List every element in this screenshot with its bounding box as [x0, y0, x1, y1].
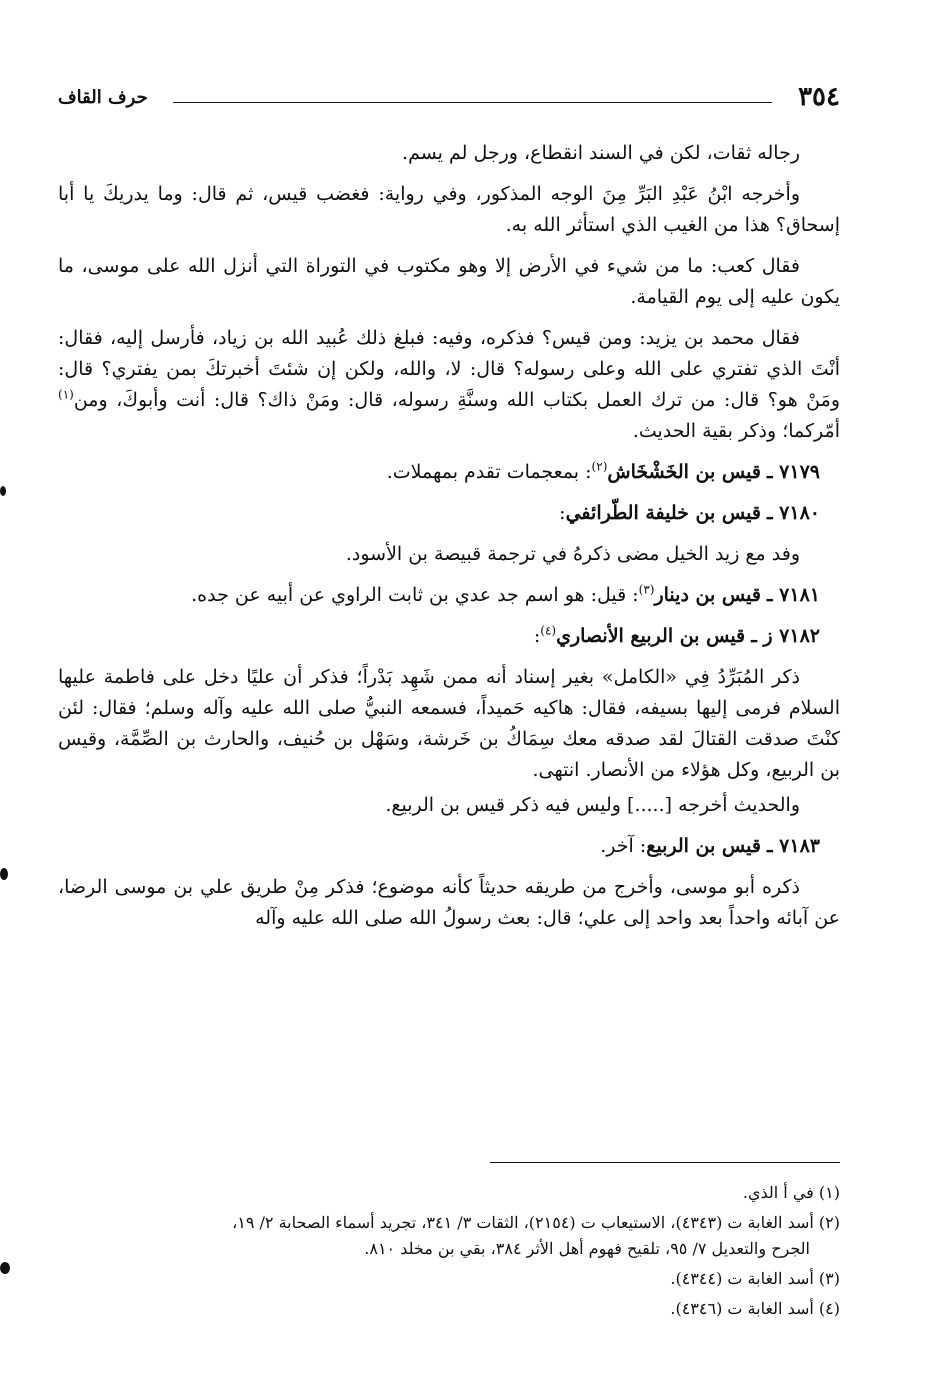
paragraph: ذكر المُبَرِّدُ فِي «الكامل» بغير إسناد أنه ممن شَهِد بَدْراً؛ فذكر أن عليًا دخل على فاطمة عليها السلام فرمى إليها بسيفه، فقال: هاكيه حَميداً، فسمعه النبيُّ صلى الله عليه وآله وسلم؛ فقال: لئن كنْتَ صدقت القتالَ لقد صدقه معك سِمَاكُ بن خَرشة، وسَهْل بن حُنيف، والحارث بن الصِّمَّة، وقيس بن الربيع، وكل هؤلاء من الأنصار. انتهى. — [58, 666, 840, 781]
entry-name: قيس بن الخَشْخَاش — [607, 461, 761, 483]
footnote-continuation: الجرح والتعديل ٧/ ٩٥، تلقيح فهوم أهل الأثر ٣٨٤، بقي بن مخلد ٨١٠. — [364, 1239, 810, 1258]
page-header — [58, 80, 840, 116]
paragraph — [58, 323, 840, 447]
footnote-rule — [490, 1162, 840, 1163]
footnote-text: (٢) أسد الغابة ت (٤٣٤٣)، الاستيعاب ت (٢١٥٤)، الثقات ٣/ ٣٤١، تجريد أسماء الصحابة ٢/ ١٩، — [232, 1213, 840, 1232]
running-title: حرف القاف — [58, 87, 148, 108]
footnotes — [58, 1180, 840, 1326]
paragraph: والحديث أخرجه [.....] وليس فيه ذكر قيس بن الربيع. — [385, 794, 800, 816]
footnote-ref: (٤) — [540, 623, 557, 638]
entry-text: : بمعجمات تقدم بمهملات. — [386, 461, 592, 483]
footnote-ref: (٢) — [591, 459, 608, 474]
entry-name: قيس بن الربيع الأنصاري — [556, 625, 746, 647]
page-number: ٣٥٤ — [798, 82, 840, 112]
entry-number: ٧١٨٣ ـ — [766, 835, 820, 857]
entry-number: ٧١٨٠ ـ — [766, 502, 820, 524]
page-body — [58, 138, 840, 944]
biography-entry — [58, 498, 840, 529]
paragraph-text: فقال محمد بن يزيد: ومن قيس؟ فذكره، وفيه: فبلغ ذلك عُبيد الله بن زياد، فأرسل إليه، فقال: أنْتَ الذي تفتري على الله وعلى رسوله؟ قال: لا، والله، ولكن إن شئتَ أخبرتكَ بمن يفتري؟ قال: ومَنْ هو؟ قال: من ترك العمل بكتاب الله وسنَّةِ رسوله، قال: ومَنْ ذاك؟ قال: أنت وأبوكَ، ومن — [58, 327, 840, 411]
paragraph: ذكره أبو موسى، وأخرج من طريقه حديثاً كأنه موضوع؛ فذكر مِنْ طريق علي بن موسى الرضا، عن آبائه واحداً بعد واحد إلى علي؛ قال: بعث رسولُ الله صلى الله عليه وآله — [58, 876, 840, 929]
entry-text: : قيل: هو اسم جد عدي بن ثابت الراوي عن أبيه عن جده. — [191, 584, 639, 606]
entry-number: ٧١٨٢ ز ـ — [751, 625, 820, 647]
paragraph-text-end: أمّركما؛ وذكر بقية الحديث. — [632, 420, 840, 442]
footnote: (١) في أ الذي. — [742, 1183, 840, 1202]
footnote-ref: (١) — [58, 387, 74, 402]
biography-entry — [58, 457, 840, 488]
scan-edge-mark — [0, 868, 8, 880]
biography-entry — [58, 621, 840, 652]
entry-number: ٧١٧٩ ـ — [766, 461, 820, 483]
scan-edge-mark — [0, 1262, 10, 1274]
entry-name: قيس بن خليفة الطّرائفي — [565, 502, 761, 524]
paragraph: وأخرجه ابْنُ عَبْدِ البَرِّ مِنَ الوجه المذكور، وفي رواية: فغضب قيس، ثم قال: وما يدريكَ يا أبا إسحاق؟ هذا من الغيب الذي استأثر الله به. — [58, 183, 840, 236]
footnote — [58, 1210, 840, 1262]
entry-text: : — [559, 502, 566, 524]
entry-number: ٧١٨١ ـ — [766, 584, 820, 606]
footnote-ref: (٣) — [638, 582, 655, 597]
entry-text: : — [533, 625, 541, 647]
paragraph: فقال كعب: ما من شيء في الأرض إلا وهو مكتوب في التوراة التي أنزل الله على موسى، ما يكون عليه إلى يوم القيامة. — [58, 255, 840, 308]
entry-text: : آخر. — [600, 835, 647, 857]
entry-name: قيس بن الربيع — [646, 835, 761, 857]
entry-name: قيس بن دينار — [654, 584, 761, 606]
paragraph: وفد مع زيد الخيل مضى ذكرهُ في ترجمة قبيصة بن الأسود. — [345, 543, 800, 565]
biography-entry — [58, 831, 840, 862]
header-rule — [173, 102, 772, 103]
footnote: (٣) أسد الغابة ت (٤٣٤٤). — [670, 1269, 840, 1288]
scan-edge-mark — [0, 486, 6, 496]
footnote: (٤) أسد الغابة ت (٤٣٤٦). — [670, 1299, 840, 1318]
paragraph: رجاله ثقات، لكن في السند انقطاع، ورجل لم يسم. — [402, 142, 800, 164]
biography-entry — [58, 580, 840, 611]
